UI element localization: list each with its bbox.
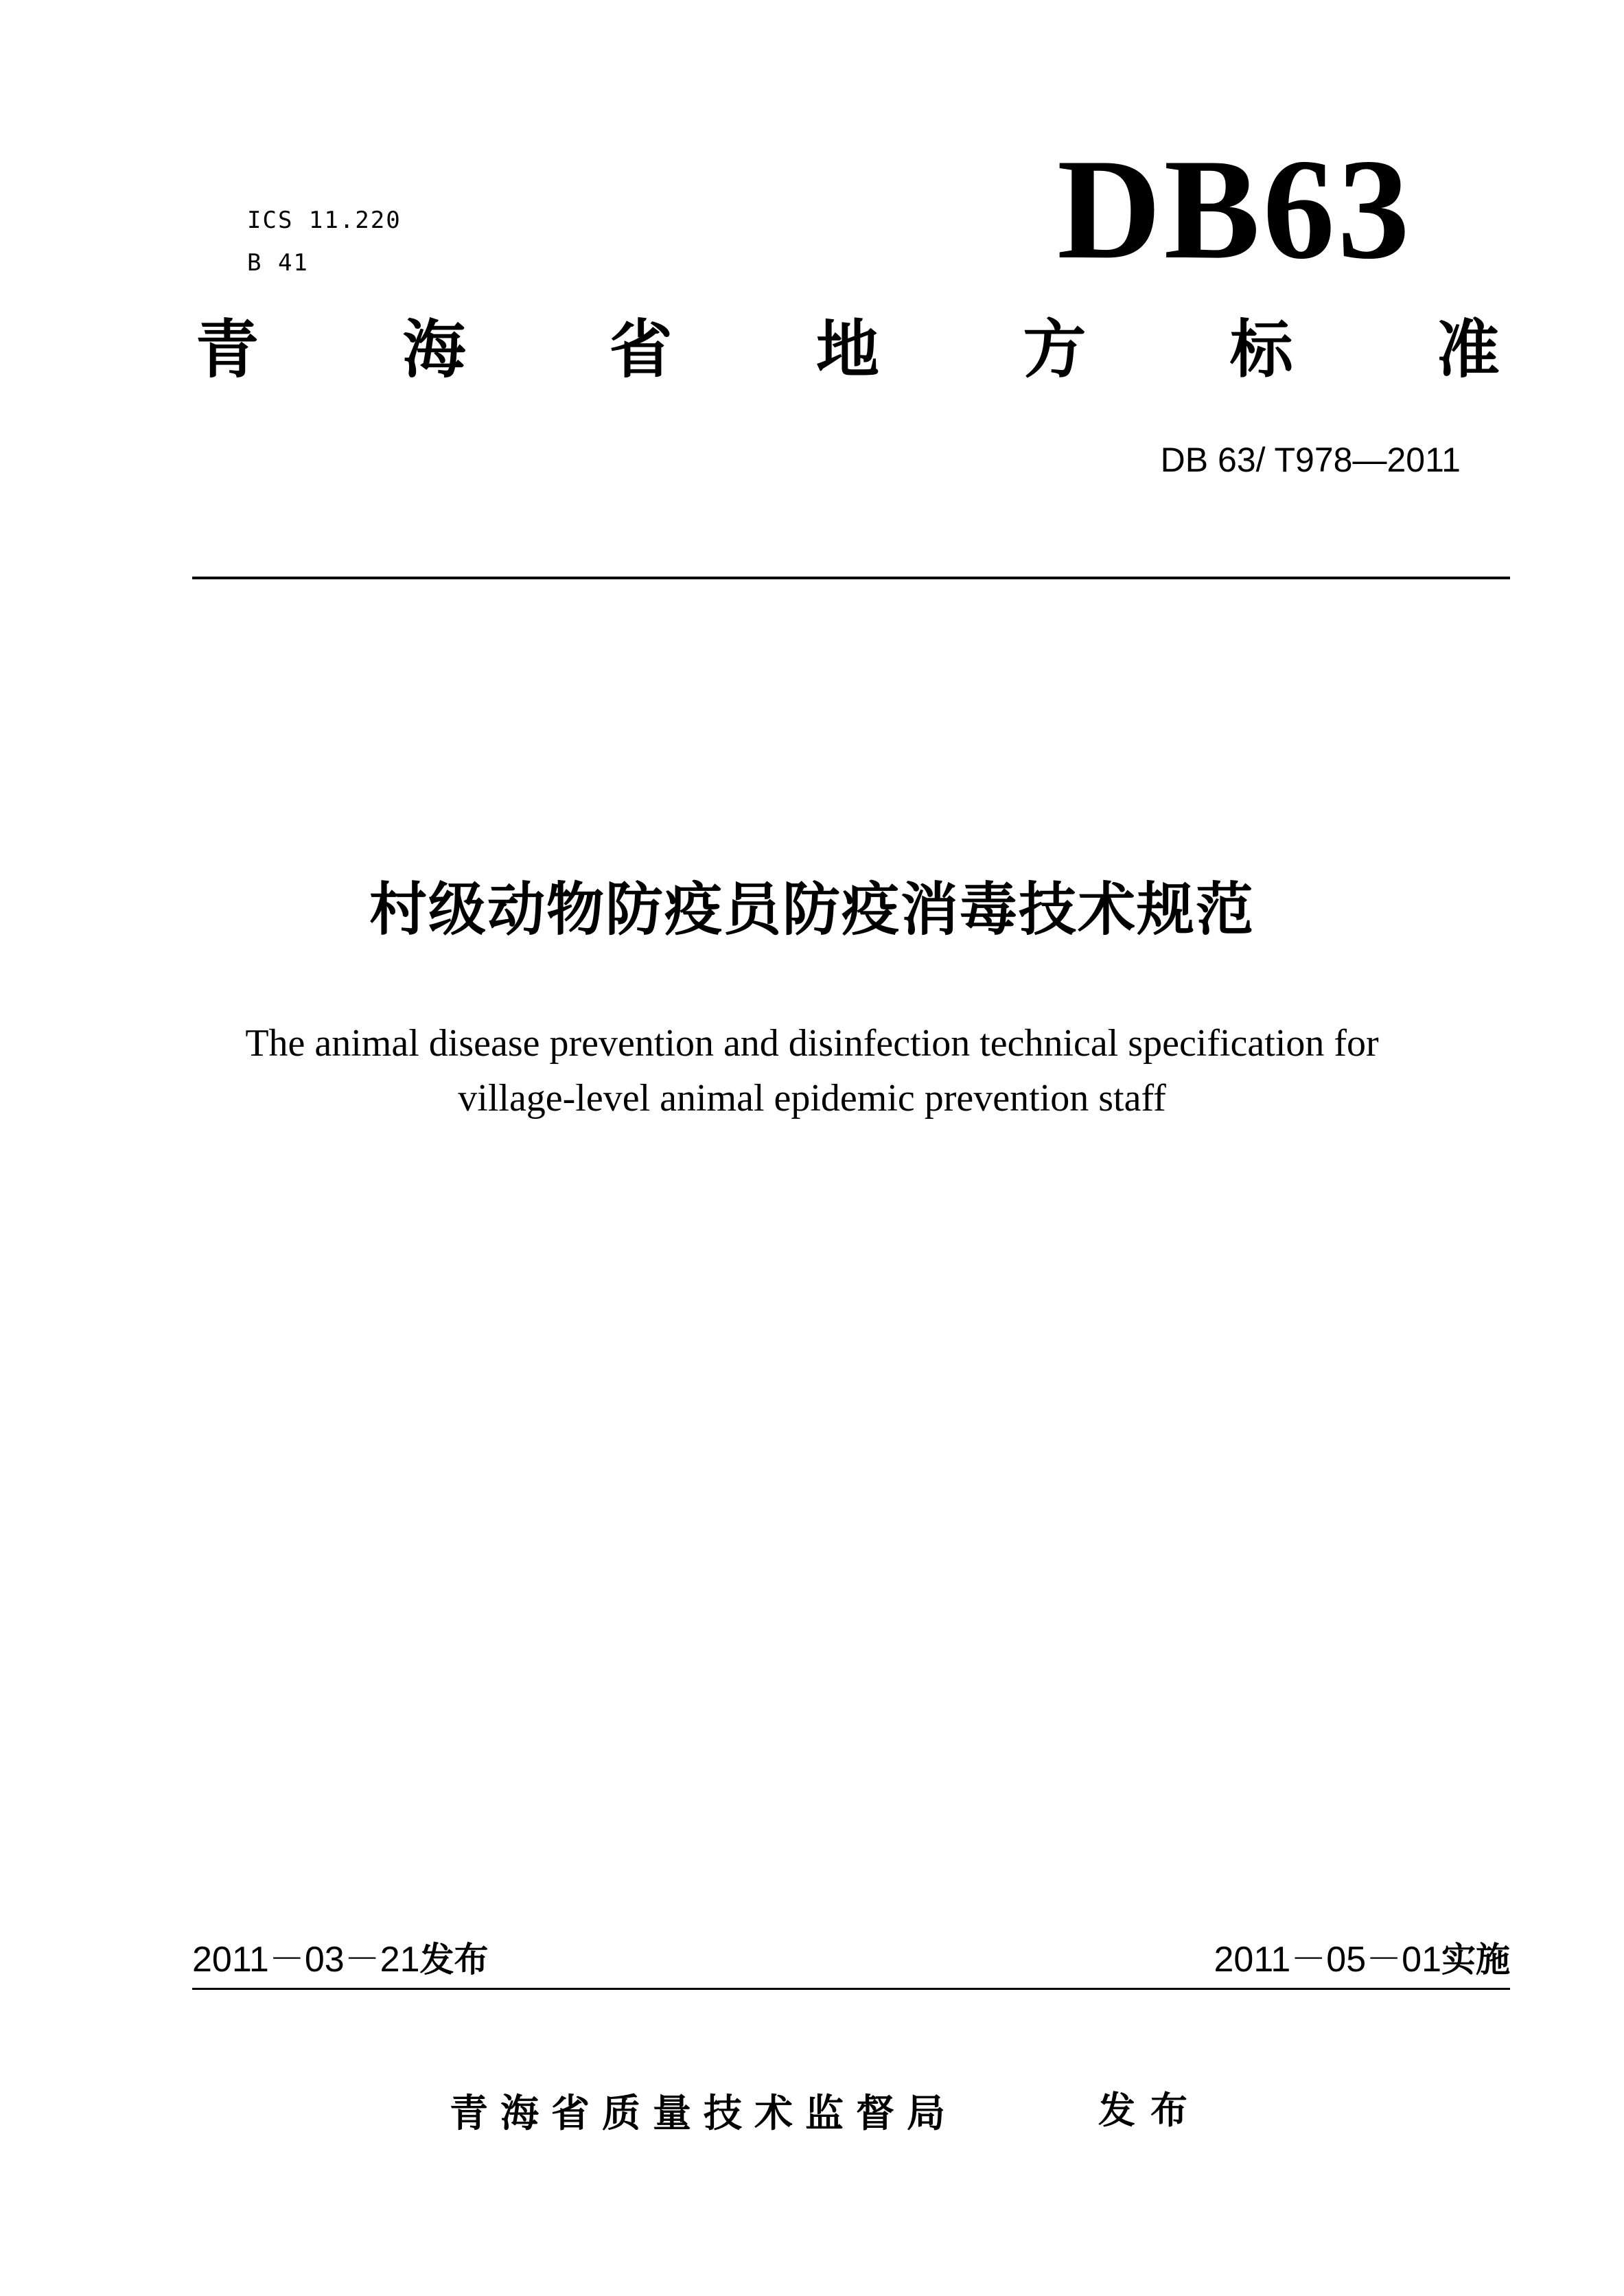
header-divider (192, 577, 1510, 579)
document-title-english (0, 1016, 1624, 1126)
effective-label: 实施 (1441, 1940, 1510, 1980)
release-date-line (192, 1936, 489, 1984)
standard-type-char: 标 (1229, 313, 1293, 386)
effective-date: 2011－05－01 (1214, 1940, 1441, 1980)
release-date: 2011－03－21 (192, 1940, 420, 1980)
english-title-line-1: The animal disease prevention and disinfection technical specification for (245, 1022, 1379, 1065)
issue-label: 发布 (1098, 2089, 1203, 2132)
document-title-chinese: 村级动物防疫员防疫消毒技术规范 (369, 876, 1255, 943)
standard-logo: DB63 (1057, 130, 1413, 289)
english-title-line-2: village-level animal epidemic prevention staff (458, 1077, 1166, 1120)
standard-type-char: 方 (1023, 313, 1087, 386)
standard-type-char: 地 (815, 313, 879, 386)
release-label: 发布 (419, 1940, 489, 1980)
ccs-code: B 41 (247, 249, 309, 277)
footer-divider (192, 1988, 1510, 1990)
standard-type-char: 海 (402, 313, 466, 386)
standard-type-heading (196, 312, 1500, 388)
standard-number: DB 63/ T978—2011 (1160, 441, 1461, 479)
standard-type-char: 青 (196, 313, 259, 386)
standard-type-char: 省 (609, 313, 673, 386)
issuing-organization: 青海省质量技术监督局 (450, 2091, 958, 2136)
effective-date-line (1214, 1936, 1510, 1984)
classification-codes (247, 199, 402, 284)
ics-code: ICS 11.220 (247, 207, 402, 234)
standard-type-char: 准 (1436, 313, 1500, 386)
